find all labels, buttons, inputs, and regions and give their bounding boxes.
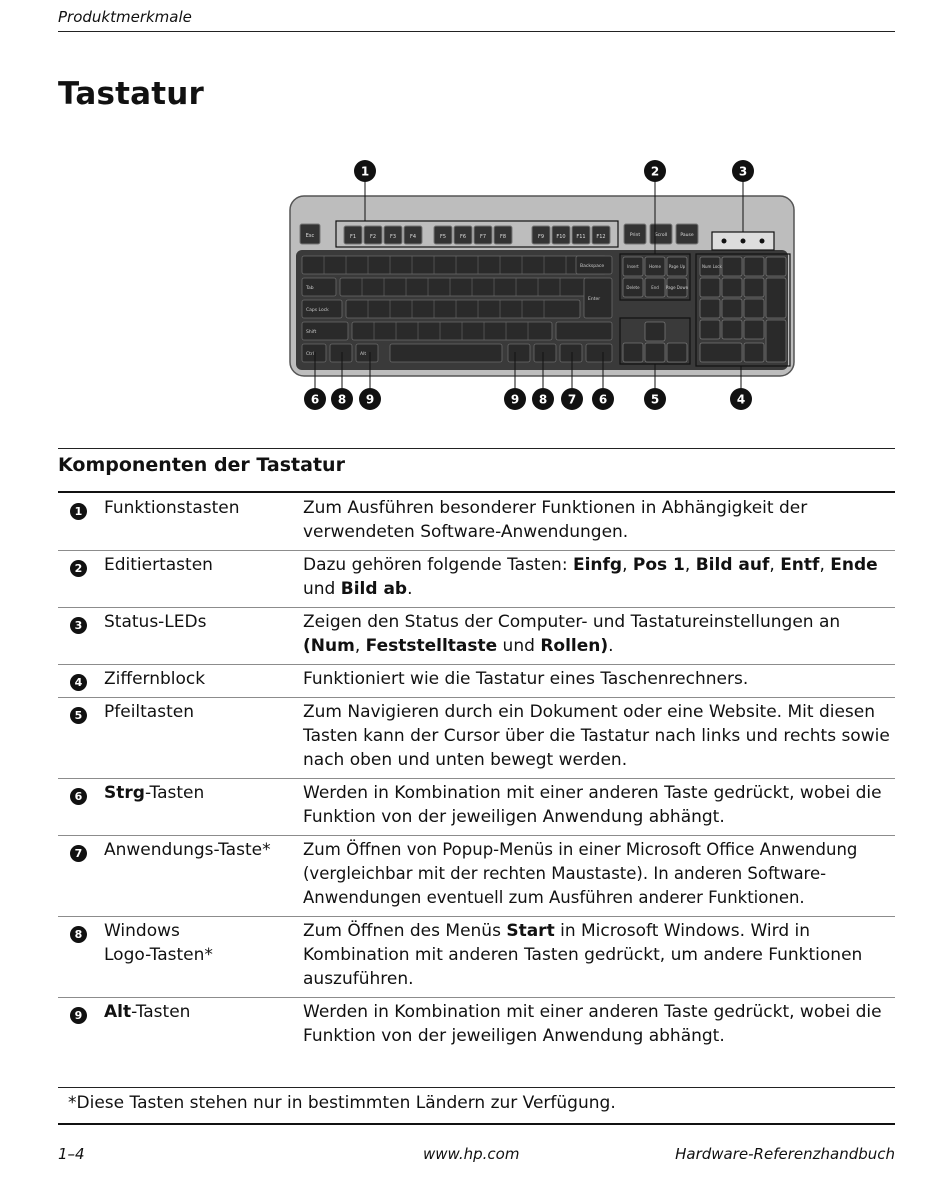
component-description: Zum Ausführen besonderer Funktionen in Abhängigkeit der verwendeten Software-Anwendungen. (303, 498, 808, 542)
right-arrow-key (667, 343, 687, 362)
table-caption: Komponenten der Tastatur (58, 454, 345, 476)
pause-key-label: Pause (680, 233, 694, 238)
up-arrow-key (645, 322, 665, 341)
alt-right-key (508, 344, 530, 362)
table-row (58, 836, 895, 917)
component-name: Pfeiltasten (104, 702, 194, 722)
table-row (58, 779, 895, 836)
callout-1-label: 1 (360, 164, 370, 179)
main-keys (302, 256, 612, 362)
table-header-rule (58, 491, 895, 493)
esc-key-label: Esc (305, 233, 315, 239)
callout-9-right-label: 9 (510, 392, 520, 407)
tab-key-label: Tab (306, 286, 314, 291)
f7-key-label: F7 (479, 234, 487, 240)
numpad-3-key (744, 320, 764, 339)
numpad-divide-key (722, 257, 742, 276)
component-name: Windows Logo-Tasten* (104, 921, 213, 965)
footnote-rule (58, 1087, 895, 1088)
f12-key-label: F12 (596, 234, 606, 240)
table-row (58, 698, 895, 779)
callout-4-label: 4 (736, 392, 746, 407)
zxcv-row (352, 322, 552, 340)
numpad-4-key (700, 299, 720, 318)
component-description: Dazu gehören folgende Tasten: Einfg, Pos 1, Bild auf, Entf, Ende und Bild ab. (303, 555, 878, 599)
asdf-row (346, 300, 580, 318)
ctrl-right-key (586, 344, 612, 362)
number-row (302, 256, 606, 274)
component-description: Werden in Kombination mit einer anderen Taste gedrückt, wobei die Funktion von der jeweiligen Anwendung abhängt. (303, 783, 882, 827)
table-row (58, 998, 895, 1054)
f9-key-label: F9 (537, 234, 545, 240)
component-description: Zum Navigieren durch ein Dokument oder eine Website. Mit diesen Tasten kann der Cursor über die Tastatur nach links und rechts sowie nach oben und unten bewegt werden. (303, 702, 890, 770)
table-top-rule (58, 448, 895, 449)
component-name: Alt-Tasten (104, 1002, 191, 1022)
function-keys (344, 226, 610, 244)
f1-key-label: F1 (349, 234, 357, 240)
callout-8-right-label: 8 (538, 392, 548, 407)
numpad-6-key (744, 299, 764, 318)
footer-book-title: Hardware-Referenzhandbuch (675, 1145, 895, 1163)
down-arrow-key (645, 343, 665, 362)
component-name: Editiertasten (104, 555, 213, 575)
print-key-label: Print (629, 233, 641, 238)
pgup-key-label: Page Up (668, 264, 686, 269)
f8-key-label: F8 (499, 234, 507, 240)
menu-key (560, 344, 582, 362)
f3-key-label: F3 (389, 234, 397, 240)
row-number-badge: 7 (70, 845, 87, 862)
numpad-enter-key (766, 320, 786, 362)
components-table (58, 494, 895, 1054)
win-right-key (534, 344, 556, 362)
callouts-bottom (304, 388, 752, 410)
shift-right-key (556, 322, 612, 340)
caps-led (741, 239, 746, 244)
callout-3-label: 3 (738, 164, 748, 179)
f2-key-label: F2 (369, 234, 377, 240)
numpad-9-key (744, 278, 764, 297)
callout-8-left-label: 8 (337, 392, 347, 407)
row-number-badge: 2 (70, 560, 87, 577)
callouts-top (354, 160, 754, 182)
row-number-badge: 5 (70, 707, 87, 724)
space-key (390, 344, 502, 362)
component-description: Zum Öffnen von Popup-Menüs in einer Microsoft Office Anwendung (vergleichbar mit der rechten Maustaste). In anderen Software-Anwendungen eventuell zum Ausführen anderer Funktionen. (303, 840, 858, 907)
component-name: Ziffernblock (104, 669, 206, 689)
keyboard-illustration (270, 152, 810, 417)
row-number-badge: 4 (70, 674, 87, 691)
row-number-badge: 3 (70, 617, 87, 634)
component-name: Status-LEDs (104, 612, 207, 632)
numpad-5-key (722, 299, 742, 318)
home-key-label: Home (649, 264, 661, 269)
row-number-badge: 9 (70, 1007, 87, 1024)
component-description: Werden in Kombination mit einer anderen Taste gedrückt, wobei die Funktion von der jeweiligen Anwendung abhängt. (303, 1002, 882, 1046)
numpad-minus-key (766, 257, 786, 276)
table-bottom-rule (58, 1123, 895, 1125)
backspace-key-label: Backspace (580, 264, 605, 269)
table-row (58, 551, 895, 608)
table-footnote: *Diese Tasten stehen nur in bestimmten Ländern zur Verfügung. (68, 1093, 616, 1113)
numpad-plus-key (766, 278, 786, 318)
f5-key-label: F5 (439, 234, 447, 240)
row-number-badge: 1 (70, 503, 87, 520)
numlock-key-label: Num Lock (702, 264, 722, 269)
alt-left-key-label: Alt (360, 352, 367, 357)
callout-9-left-label: 9 (365, 392, 375, 407)
caps-key-label: Caps Lock (306, 308, 329, 313)
numpad-7-key (700, 278, 720, 297)
table-row (58, 665, 895, 698)
left-arrow-key (623, 343, 643, 362)
component-description: Funktioniert wie die Tastatur eines Taschenrechners. (303, 669, 749, 689)
header-rule (58, 31, 895, 32)
numpad-decimal-key (744, 343, 764, 362)
running-head: Produktmerkmale (58, 8, 192, 26)
component-name: Strg-Tasten (104, 783, 205, 803)
page-title: Tastatur (58, 76, 205, 112)
callout-6-right-label: 6 (598, 392, 608, 407)
numpad-1-key (700, 320, 720, 339)
component-description: Zum Öffnen des Menüs Start in Microsoft Windows. Wird in Kombination mit anderen Tasten gedrückt, um andere Funktionen auszuführen. (303, 921, 863, 989)
keyboard-figure (270, 152, 810, 417)
scroll-led (760, 239, 765, 244)
enter-key-label: Enter (588, 297, 601, 302)
pgdn-key-label: Page Down (665, 285, 689, 290)
callout-2-label: 2 (650, 164, 660, 179)
f6-key-label: F6 (459, 234, 467, 240)
delete-key-label: Delete (626, 285, 640, 290)
callout-7-label: 7 (567, 392, 577, 407)
footer-url: www.hp.com (423, 1145, 520, 1163)
qwertz-row (340, 278, 590, 296)
shift-left-key-label: Shift (306, 330, 317, 335)
row-number-badge: 8 (70, 926, 87, 943)
table-row (58, 494, 895, 551)
insert-key-label: Insert (627, 264, 639, 269)
callout-5-label: 5 (650, 392, 660, 407)
component-name: Anwendungs-Taste* (104, 840, 271, 860)
f10-key-label: F10 (556, 234, 566, 240)
f11-key-label: F11 (576, 234, 586, 240)
table-row (58, 608, 895, 665)
table-row (58, 917, 895, 998)
win-left-key (330, 344, 352, 362)
end-key-label: End (651, 285, 659, 290)
numpad-0-key (700, 343, 742, 362)
component-name: Funktionstasten (104, 498, 240, 518)
numpad-2-key (722, 320, 742, 339)
scroll-key-label: Scroll (654, 233, 668, 238)
numpad-8-key (722, 278, 742, 297)
num-led (722, 239, 727, 244)
row-number-badge: 6 (70, 788, 87, 805)
f4-key-label: F4 (409, 234, 417, 240)
callout-6-left-label: 6 (310, 392, 320, 407)
ctrl-left-key-label: Ctrl (306, 352, 315, 357)
component-description: Zeigen den Status der Computer- und Tastatureinstellungen an (Num, Feststelltaste und Rollen). (303, 612, 841, 656)
numpad-multiply-key (744, 257, 764, 276)
page-number: 1–4 (58, 1145, 85, 1163)
